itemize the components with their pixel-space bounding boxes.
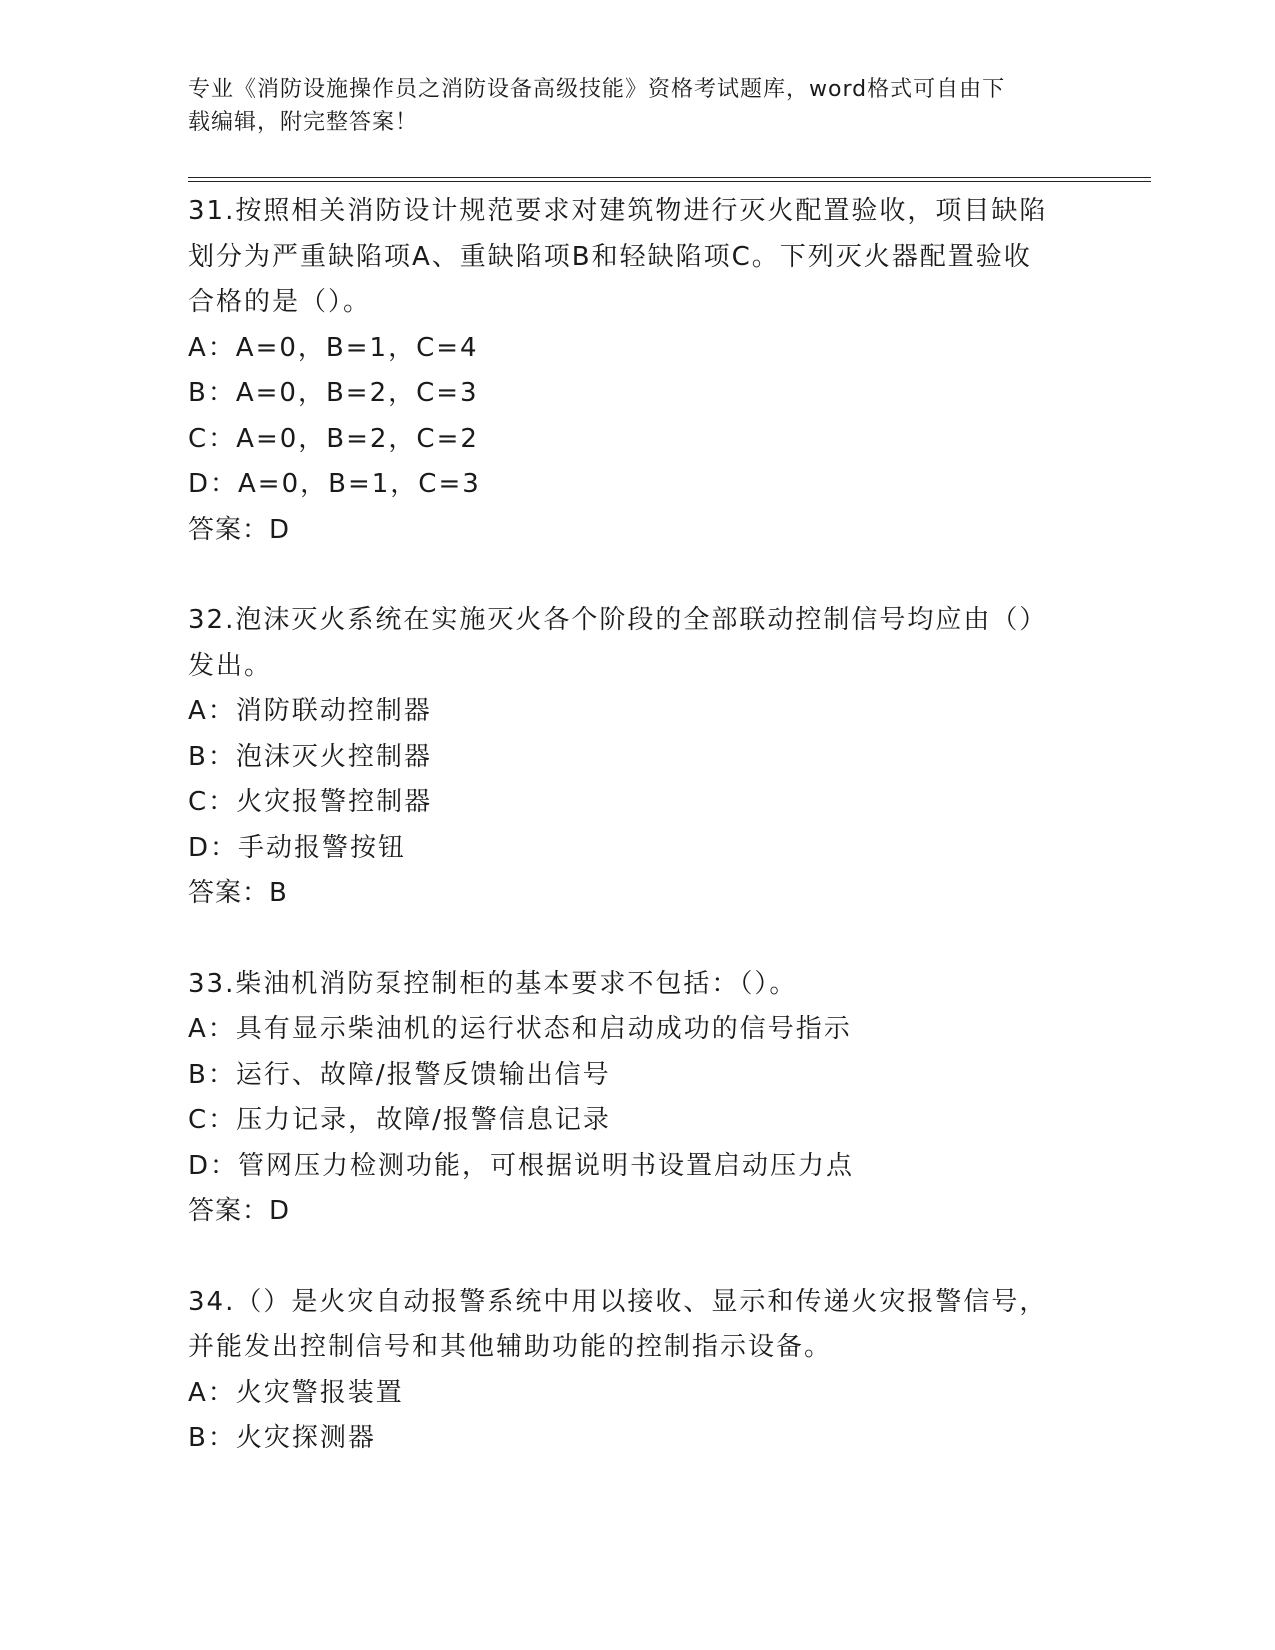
header-line-1: 专业《消防设施操作员之消防设备高级技能》资格考试题库，word格式可自由下 (188, 77, 1006, 102)
option-b: B：运行、故障/报警反馈输出信号 (188, 1059, 611, 1090)
option-a: A：火灾警报装置 (188, 1377, 404, 1408)
question-text: 34.（）是火灾自动报警系统中用以接收、显示和传递火灾报警信号， (188, 1286, 1048, 1317)
option-b: B：A=0，B=2，C=3 (188, 378, 479, 408)
answer: 答案：D (188, 514, 291, 545)
header-divider-bottom (188, 181, 1151, 182)
option-a: A：消防联动控制器 (188, 696, 432, 726)
answer: 答案：D (188, 1196, 291, 1226)
header-line-2: 载编辑，附完整答案！ (188, 110, 419, 135)
option-a: A：A=0，B=1，C=4 (188, 332, 479, 363)
question-list (188, 189, 1088, 1462)
spacer (188, 1235, 1088, 1280)
question-text: 发出。 (188, 650, 273, 681)
option-d: D：管网压力检测功能，可根据说明书设置启动压力点 (188, 1150, 855, 1181)
option-c: C：压力记录，故障/报警信息记录 (188, 1105, 611, 1135)
question-text: 合格的是（）。 (188, 287, 372, 317)
option-b: B：火灾探测器 (188, 1423, 376, 1453)
option-d: D：A=0，B=1，C=3 (188, 469, 481, 499)
answer: 答案：B (188, 878, 288, 908)
spacer (188, 553, 1088, 598)
question-33 (188, 962, 1088, 1235)
question-text: 31.按照相关消防设计规范要求对建筑物进行灭火配置验收，项目缺陷 (188, 196, 1048, 226)
option-c: C：A=0，B=2，C=2 (188, 423, 479, 454)
document-header (188, 73, 1068, 139)
option-a: A：具有显示柴油机的运行状态和启动成功的信号指示 (188, 1014, 852, 1044)
question-text: 32.泡沫灭火系统在实施灭火各个阶段的全部联动控制信号均应由（） (188, 605, 1048, 635)
spacer (188, 917, 1088, 962)
question-text: 划分为严重缺陷项A、重缺陷项B和轻缺陷项C。下列灭火器配置验收 (188, 241, 1032, 272)
option-d: D：手动报警按钮 (188, 832, 407, 863)
question-text: 并能发出控制信号和其他辅助功能的控制指示设备。 (188, 1332, 833, 1362)
question-32 (188, 598, 1088, 917)
question-31 (188, 189, 1088, 553)
option-c: C：火灾报警控制器 (188, 787, 433, 817)
question-34 (188, 1280, 1088, 1462)
question-text: 33.柴油机消防泵控制柜的基本要求不包括：（）。 (188, 968, 798, 999)
option-b: B：泡沫灭火控制器 (188, 741, 432, 772)
header-divider-top (188, 177, 1151, 178)
